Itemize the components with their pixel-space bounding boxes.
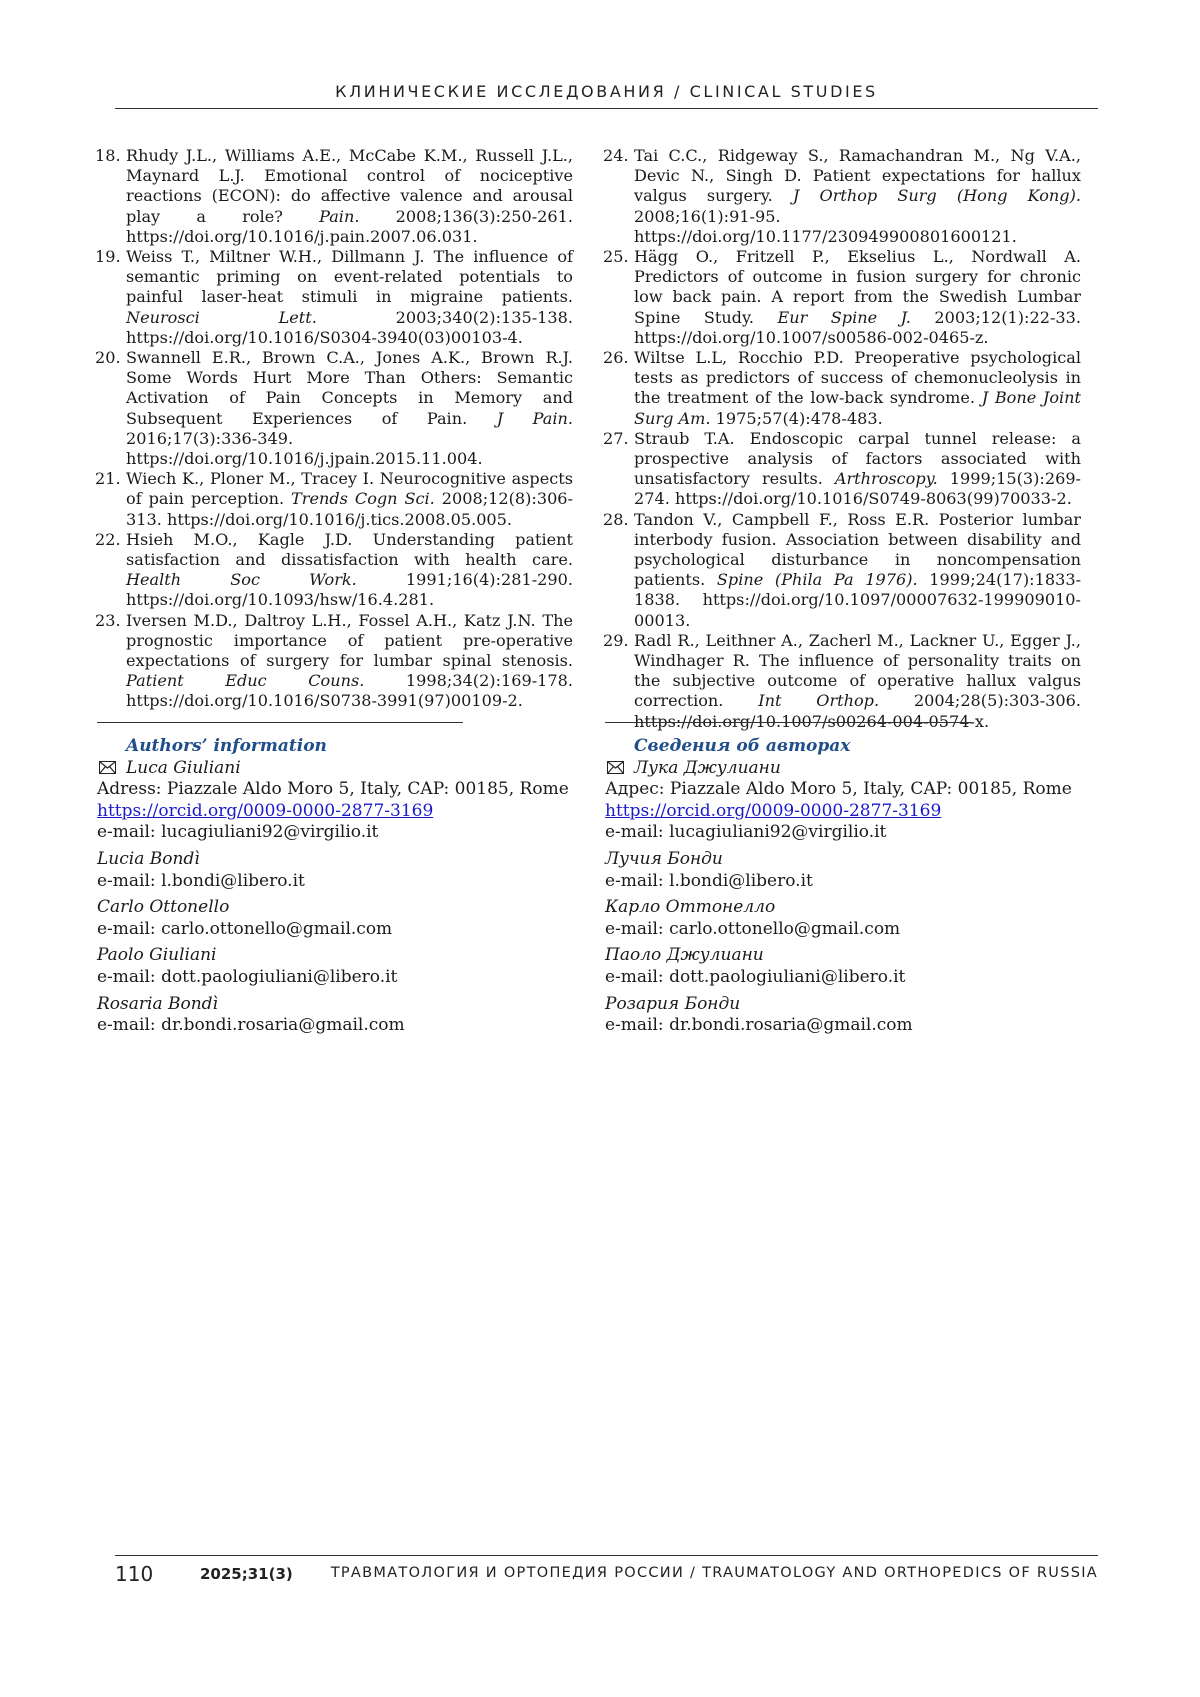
orcid-link[interactable]: https://orcid.org/0009-0000-2877-3169 xyxy=(97,800,434,821)
reference-journal: J Orthop Surg (Hong Kong). xyxy=(792,186,1081,206)
reference-item: 19. Weiss T., Miltner W.H., Dillmann J. The influence of semantic priming on event-related potentials to painful laser-heat stimuli in migraine patients. Neurosci Lett. 2003;340(2):135-138. https://doi.org/10.1016/S0304-3940(03)00103-4. xyxy=(95,247,573,347)
references-left-column xyxy=(95,146,573,712)
envelope-icon xyxy=(607,761,624,774)
section-divider xyxy=(605,722,971,723)
author-name: Паоло Джулиани xyxy=(605,945,764,966)
reference-text: 2004;28(5):303-306. https://doi.org/10.1007/s00264-004-0574-x. xyxy=(634,691,1082,731)
author-address: Адрес: Piazzale Aldo Moro 5, Italy, CAP: 00185, Rome xyxy=(605,779,1072,800)
authors-info-ru xyxy=(605,736,1105,1037)
reference-text: Swannell E.R., Brown C.A., Jones A.K., Brown R.J. Some Words Hurt More Than Others: Semantic Activation of Pain Concepts in Memory and Subsequent Experiences of Pain. xyxy=(126,348,573,428)
reference-journal: Pain. xyxy=(319,206,360,226)
reference-item: 18. Rhudy J.L., Williams A.E., McCabe K.M., Russell J.L., Maynard L.J. Emotional control of nociceptive reactions (ECON): do affective valence and arousal play a role? Pain. 2008;136(3):250-261. https://doi.org/10.1016/j.pain.2007.06.031. xyxy=(95,146,573,246)
author-email: e-mail: lucagiuliani92@virgilio.it xyxy=(605,822,887,843)
author-name: Luca Giuliani xyxy=(126,757,241,778)
author-name: Лучия Бонди xyxy=(605,848,723,869)
issue-number: 2025;31(3) xyxy=(200,1565,293,1583)
reference-text: 1999;24(17):1833-1838. https://doi.org/10.1097/00007632-199909010-00013. xyxy=(634,570,1082,630)
reference-journal: Spine (Phila Pa 1976). xyxy=(716,570,918,590)
reference-journal: Int Orthop. xyxy=(758,691,880,711)
authors-info-en xyxy=(97,736,597,1037)
author-name: Карло Оттонелло xyxy=(605,897,776,918)
author-email: e-mail: l.bondi@libero.it xyxy=(605,870,813,891)
author-email: e-mail: dr.bondi.rosaria@gmail.com xyxy=(97,1015,405,1036)
author-email: e-mail: dott.paologiuliani@libero.it xyxy=(605,966,906,987)
reference-list-left xyxy=(95,146,573,712)
author-name: Rosaria Bondì xyxy=(97,993,218,1014)
reference-text: 2008;136(3):250-261. https://doi.org/10.1016/j.pain.2007.06.031. xyxy=(126,206,573,246)
reference-text: Rhudy J.L., Williams A.E., McCabe K.M., Russell J.L., Maynard L.J. Emotional control of nociceptive reactions (ECON): do affective valence and arousal play a role? xyxy=(126,146,573,226)
reference-item: 24. Tai C.C., Ridgeway S., Ramachandran M., Ng V.A., Devic N., Singh D. Patient expectations for hallux valgus surgery. J Orthop Surg (Hong Kong). 2008;16(1):91-95. https://doi.org/10.1177/230949900801600121. xyxy=(603,146,1081,246)
reference-text: Straub T.A. Endoscopic carpal tunnel release: a prospective analysis of factors associated with unsatisfactory results. xyxy=(634,428,1081,489)
reference-text: 2016;17(3):336-349. https://doi.org/10.1016/j.jpain.2015.11.004. xyxy=(126,428,483,469)
reference-text: Wiltse L.L, Rocchio P.D. Preoperative psychological tests as predictors of success of chemonucleolysis in the treatment of the low-back syndrome. xyxy=(634,348,1081,408)
reference-item: 29. Radl R., Leithner A., Zacherl M., Lackner U., Egger J., Windhager R. The influence of personality traits on the subjective outcome of operative hallux valgus correction. Int Orthop. 2004;28(5):303-306. https://doi.org/10.1007/s00264-004-0574-x. xyxy=(603,630,1082,731)
reference-text: Weiss T., Miltner W.H., Dillmann J. The influence of semantic priming on event-related potentials to painful laser-heat stimuli in migraine patients. xyxy=(126,247,573,307)
reference-item: 28. Tandon V., Campbell F., Ross E.R. Posterior lumbar interbody fusion. Association between disability and psychological disturbance in noncompensation patients. Spine (Phila Pa 1976). 1999;24(17):1833-1838. https://doi.org/10.1097/00007632-199909010-00013. xyxy=(603,509,1082,630)
reference-text: 2003;340(2):135-138. https://doi.org/10.1016/S0304-3940(03)00103-4. xyxy=(126,307,573,347)
authors-title: Authors’ information xyxy=(126,736,327,756)
reference-journal: J Bone Joint Surg Am. xyxy=(634,388,1081,428)
reference-journal: Patient Educ Couns. xyxy=(126,671,365,691)
author-email: e-mail: dr.bondi.rosaria@gmail.com xyxy=(605,1015,913,1036)
reference-text: 2008;12(8):306-313. https://doi.org/10.1016/j.tics.2008.05.005. xyxy=(126,489,573,529)
reference-text: Hsieh M.O., Kagle J.D. Understanding patient satisfaction and dissatisfaction with health care. xyxy=(126,529,573,570)
reference-text: 1991;16(4):281-290. https://doi.org/10.1093/hsw/16.4.281. xyxy=(126,570,574,610)
reference-text: 1999;15(3):269-274. https://doi.org/10.1016/S0749-8063(99)70033-2. xyxy=(634,469,1081,509)
references-right-column xyxy=(603,146,1081,732)
corresponding-author xyxy=(605,758,1105,780)
author-email: e-mail: dott.paologiuliani@libero.it xyxy=(97,966,398,987)
page-number: 110 xyxy=(115,1562,154,1586)
reference-item: 27. Straub T.A. Endoscopic carpal tunnel release: a prospective analysis of factors associated with unsatisfactory results. Arthroscopy. 1999;15(3):269-274. https://doi.org/10.1016/S0749-8063(99)70033-2. xyxy=(603,428,1081,509)
author-email: e-mail: carlo.ottonello@gmail.com xyxy=(97,918,393,939)
reference-text: Tai C.C., Ridgeway S., Ramachandran M., Ng V.A., Devic N., Singh D. Patient expectations for hallux valgus surgery. xyxy=(634,146,1081,206)
reference-item: 25. Hägg O., Fritzell P., Ekselius L., Nordwall A. Predictors of outcome in fusion surgery for chronic low back pain. A report from the Swedish Lumbar Spine Study. Eur Spine J. 2003;12(1):22-33. https://doi.org/10.1007/s00586-002-0465-z. xyxy=(603,247,1081,347)
reference-journal: Eur Spine J. xyxy=(777,307,911,327)
reference-text: Hägg O., Fritzell P., Ekselius L., Nordwall A. Predictors of outcome in fusion surgery for chronic low back pain. A report from the Swedish Lumbar Spine Study. xyxy=(634,247,1081,327)
reference-journal: Trends Cogn Sci. xyxy=(291,489,435,509)
reference-item: 20. Swannell E.R., Brown C.A., Jones A.K., Brown R.J. Some Words Hurt More Than Others: Semantic Activation of Pain Concepts in Memory and Subsequent Experiences of Pain. J Pain. 2016;17(3):336-349. https://doi.org/10.1016/j.jpain.2015.11.004. xyxy=(95,348,573,469)
corresponding-author xyxy=(97,758,597,780)
reference-text: 2008;16(1):91-95. https://doi.org/10.1177/230949900801600121. xyxy=(634,206,1017,246)
journal-title: ТРАВМАТОЛОГИЯ И ОРТОПЕДИЯ РОССИИ / TRAUMATOLOGY AND ORTHOPEDICS OF RUSSIA xyxy=(330,1565,1098,1581)
reference-list-right xyxy=(603,146,1081,732)
running-header xyxy=(115,82,1098,109)
reference-journal: J Pain. xyxy=(496,408,573,428)
reference-journal: Arthroscopy. xyxy=(834,469,938,489)
page-footer xyxy=(115,1555,1098,1586)
reference-item: 22. Hsieh M.O., Kagle J.D. Understanding patient satisfaction and dissatisfaction with health care. Health Soc Work. 1991;16(4):281-290. https://doi.org/10.1093/hsw/16.4.281. xyxy=(95,529,574,610)
reference-item: 23. Iversen M.D., Daltroy L.H., Fossel A.H., Katz J.N. The prognostic importance of patient pre-operative expectations of surgery for lumbar spinal stenosis. Patient Educ Couns. 1998;34(2):169-178. https://doi.org/10.1016/S0738-3991(97)00109-2. xyxy=(95,610,573,711)
author-email: e-mail: lucagiuliani92@virgilio.it xyxy=(97,822,379,843)
reference-text: Iversen M.D., Daltroy L.H., Fossel A.H., Katz J.N. The prognostic importance of patient pre-operative expectations of surgery for lumbar spinal stenosis. xyxy=(126,610,573,671)
reference-text: Radl R., Leithner A., Zacherl M., Lackner U., Egger J., Windhager R. The influence of personality traits on the subjective outcome of operative hallux valgus correction. xyxy=(634,630,1081,711)
author-name: Lucia Bondì xyxy=(97,848,200,869)
author-name: Paolo Giuliani xyxy=(97,945,217,966)
author-address: Adress: Piazzale Aldo Moro 5, Italy, CAP: 00185, Rome xyxy=(97,779,569,800)
authors-title: Сведения об авторах xyxy=(634,736,851,756)
orcid-link[interactable]: https://orcid.org/0009-0000-2877-3169 xyxy=(605,800,942,821)
reference-journal: Health Soc Work. xyxy=(126,570,357,590)
reference-text: 1975;57(4):478-483. xyxy=(710,408,883,428)
reference-text: Tandon V., Campbell F., Ross E.R. Posterior lumbar interbody fusion. Association between disability and psychological disturbance in noncompensation patients. xyxy=(634,509,1081,590)
envelope-icon xyxy=(99,761,116,774)
author-name: Лука Джулиани xyxy=(634,757,781,778)
reference-text: Wiech K., Ploner M., Tracey I. Neurocognitive aspects of pain perception. xyxy=(126,469,573,509)
section-divider xyxy=(97,722,463,723)
running-title: КЛИНИЧЕСКИЕ ИССЛЕДОВАНИЯ / CLINICAL STUDIES xyxy=(335,82,878,101)
author-email: e-mail: carlo.ottonello@gmail.com xyxy=(605,918,901,939)
reference-item: 21. Wiech K., Ploner M., Tracey I. Neurocognitive aspects of pain perception. Trends Cogn Sci. 2008;12(8):306-313. https://doi.org/10.1016/j.tics.2008.05.005. xyxy=(95,469,573,529)
reference-journal: Neurosci Lett. xyxy=(126,307,317,327)
author-name: Carlo Ottonello xyxy=(97,897,230,918)
reference-text: 1998;34(2):169-178. https://doi.org/10.1016/S0738-3991(97)00109-2. xyxy=(126,671,573,711)
author-email: e-mail: l.bondi@libero.it xyxy=(97,870,305,891)
author-name: Розария Бонди xyxy=(605,993,741,1014)
reference-text: 2003;12(1):22-33. https://doi.org/10.1007/s00586-002-0465-z. xyxy=(634,307,1081,347)
reference-item: 26. Wiltse L.L, Rocchio P.D. Preoperative psychological tests as predictors of success of chemonucleolysis in the treatment of the low-back syndrome. J Bone Joint Surg Am. 1975;57(4):478-483. xyxy=(603,348,1081,428)
